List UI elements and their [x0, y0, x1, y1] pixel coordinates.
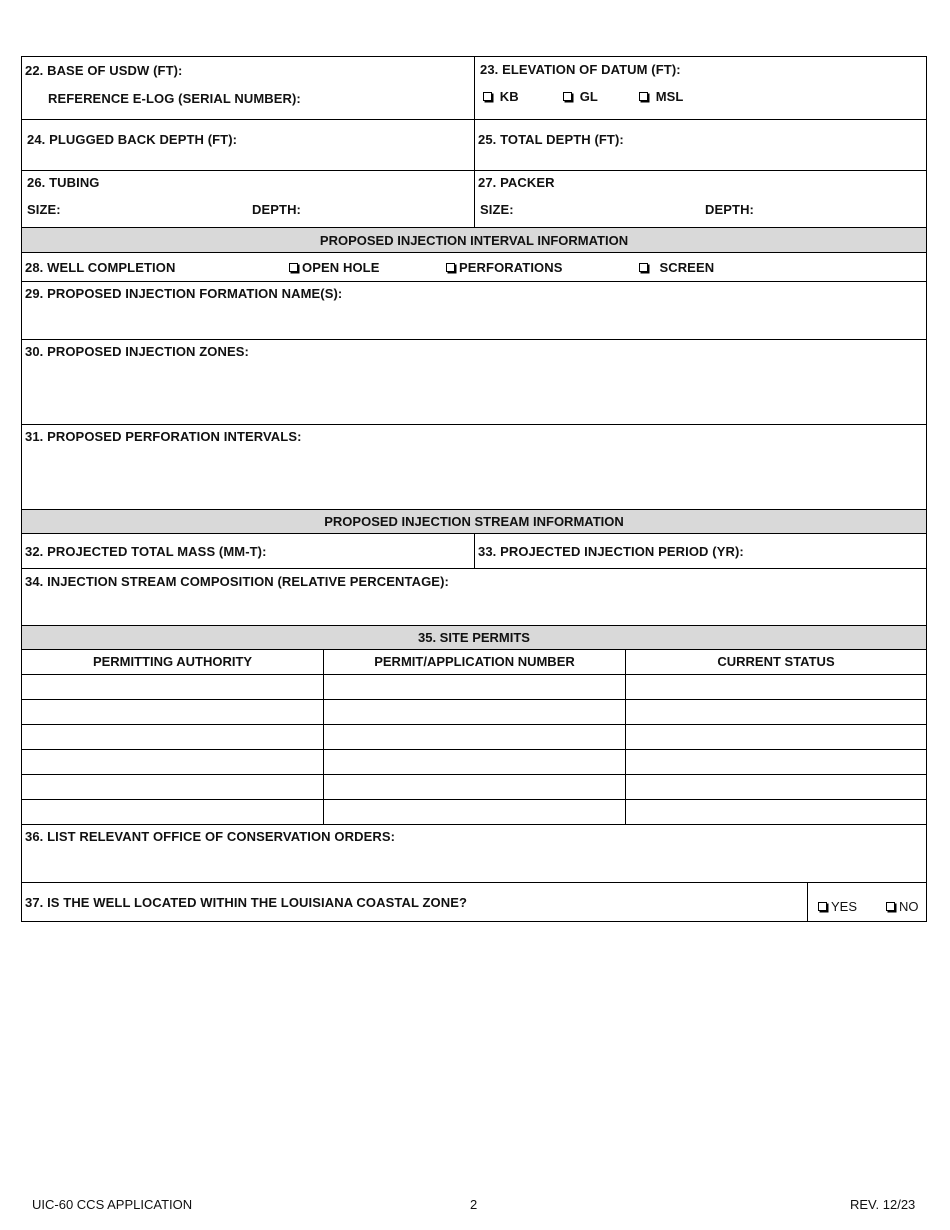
- section-banner-interval: PROPOSED INJECTION INTERVAL INFORMATION: [21, 227, 927, 252]
- field-23: [475, 57, 926, 119]
- permit-authority-cell[interactable]: [22, 775, 324, 799]
- field-30[interactable]: [21, 339, 927, 424]
- field-29[interactable]: [21, 281, 927, 339]
- field-26-label: 26. TUBING: [27, 175, 100, 190]
- field-33-label: 33. PROJECTED INJECTION PERIOD (YR):: [478, 544, 744, 559]
- permit-number-cell[interactable]: [324, 775, 626, 799]
- tubing-size-field[interactable]: SIZE:: [27, 202, 61, 217]
- field-32[interactable]: [22, 534, 475, 568]
- field-32-label: 32. PROJECTED TOTAL MASS (MM-T):: [25, 544, 267, 559]
- checkbox-icon: [289, 263, 298, 272]
- row-26-27: [21, 170, 927, 227]
- table-row: [21, 749, 927, 774]
- field-27-label: 27. PACKER: [478, 175, 555, 190]
- footer-revision: REV. 12/23: [850, 1197, 916, 1212]
- permit-authority-cell[interactable]: [22, 800, 324, 824]
- field-25[interactable]: [475, 120, 926, 170]
- table-row: [21, 699, 927, 724]
- field-24[interactable]: [22, 120, 475, 170]
- permit-status-cell[interactable]: [626, 800, 926, 824]
- field-36-label: 36. LIST RELEVANT OFFICE OF CONSERVATION ORDERS:: [25, 829, 396, 844]
- permit-status-cell[interactable]: [626, 700, 926, 724]
- permits-header-row: [21, 649, 927, 674]
- field-26: [22, 171, 475, 227]
- permits-header-authority: PERMITTING AUTHORITY: [22, 650, 324, 674]
- field-23-label: 23. ELEVATION OF DATUM (FT):: [480, 62, 681, 77]
- permit-number-cell[interactable]: [324, 800, 626, 824]
- option-kb[interactable]: KB: [483, 89, 519, 104]
- tubing-depth-field[interactable]: DEPTH:: [252, 202, 301, 217]
- option-msl[interactable]: MSL: [639, 89, 683, 104]
- uic-60-form: [21, 56, 927, 922]
- field-29-label: 29. PROPOSED INJECTION FORMATION NAME(S):: [25, 286, 343, 301]
- permit-authority-cell[interactable]: [22, 700, 324, 724]
- packer-size-field[interactable]: SIZE:: [480, 202, 514, 217]
- field-24-label: 24. PLUGGED BACK DEPTH (FT):: [27, 132, 238, 147]
- checkbox-icon: [639, 92, 648, 101]
- permit-status-cell[interactable]: [626, 725, 926, 749]
- checkbox-icon: [886, 902, 895, 911]
- table-row: [21, 724, 927, 749]
- option-screen[interactable]: SCREEN: [639, 260, 714, 275]
- table-row: [21, 799, 927, 824]
- checkbox-icon: [818, 902, 827, 911]
- row-24-25: [21, 119, 927, 170]
- section-banner-permits: 35. SITE PERMITS: [21, 625, 927, 649]
- field-27: [475, 171, 926, 227]
- permits-header-status: CURRENT STATUS: [717, 654, 835, 669]
- field-22-label: 22. BASE OF USDW (FT):: [25, 63, 183, 78]
- option-perforations[interactable]: PERFORATIONS: [446, 260, 563, 275]
- field-34[interactable]: [21, 568, 927, 625]
- checkbox-icon: [446, 263, 455, 272]
- field-37-label: 37. IS THE WELL LOCATED WITHIN THE LOUISIANA COASTAL ZONE?: [25, 895, 468, 910]
- coastal-zone-options: [807, 883, 927, 921]
- row-22-23: [21, 56, 927, 119]
- permit-authority-cell[interactable]: [22, 750, 324, 774]
- option-open-hole[interactable]: OPEN HOLE: [289, 260, 379, 275]
- permit-authority-cell[interactable]: [22, 675, 324, 699]
- permit-number-cell[interactable]: [324, 725, 626, 749]
- option-gl[interactable]: GL: [563, 89, 598, 104]
- footer-page-number: 2: [470, 1197, 478, 1212]
- field-36[interactable]: [21, 824, 927, 882]
- checkbox-icon: [563, 92, 572, 101]
- row-28: [21, 252, 927, 281]
- option-no[interactable]: NO: [886, 899, 919, 914]
- field-31[interactable]: [21, 424, 927, 509]
- permit-number-cell[interactable]: [324, 675, 626, 699]
- field-22[interactable]: [22, 57, 475, 119]
- permits-header-number: PERMIT/APPLICATION NUMBER: [324, 650, 626, 674]
- field-33[interactable]: [475, 534, 926, 568]
- row-37: [21, 882, 927, 922]
- permit-status-cell[interactable]: [626, 750, 926, 774]
- field-25-label: 25. TOTAL DEPTH (FT):: [478, 132, 624, 147]
- checkbox-icon: [639, 263, 648, 272]
- option-yes[interactable]: YES: [818, 899, 857, 914]
- permit-authority-cell[interactable]: [22, 725, 324, 749]
- field-28-label: 28. WELL COMPLETION: [25, 260, 176, 275]
- packer-depth-field[interactable]: DEPTH:: [705, 202, 754, 217]
- field-22-reference-label: REFERENCE E-LOG (SERIAL NUMBER):: [48, 91, 301, 106]
- table-row: [21, 774, 927, 799]
- checkbox-icon: [483, 92, 492, 101]
- field-30-label: 30. PROPOSED INJECTION ZONES:: [25, 344, 249, 359]
- permit-number-cell[interactable]: [324, 700, 626, 724]
- permit-status-cell[interactable]: [626, 675, 926, 699]
- field-34-label: 34. INJECTION STREAM COMPOSITION (RELATIVE PERCENTAGE):: [25, 574, 449, 589]
- field-31-label: 31. PROPOSED PERFORATION INTERVALS:: [25, 429, 302, 444]
- footer-form-name: UIC-60 CCS APPLICATION: [32, 1197, 193, 1212]
- permit-status-cell[interactable]: [626, 775, 926, 799]
- permit-number-cell[interactable]: [324, 750, 626, 774]
- table-row: [21, 674, 927, 699]
- section-banner-stream: PROPOSED INJECTION STREAM INFORMATION: [21, 509, 927, 533]
- row-32-33: [21, 533, 927, 568]
